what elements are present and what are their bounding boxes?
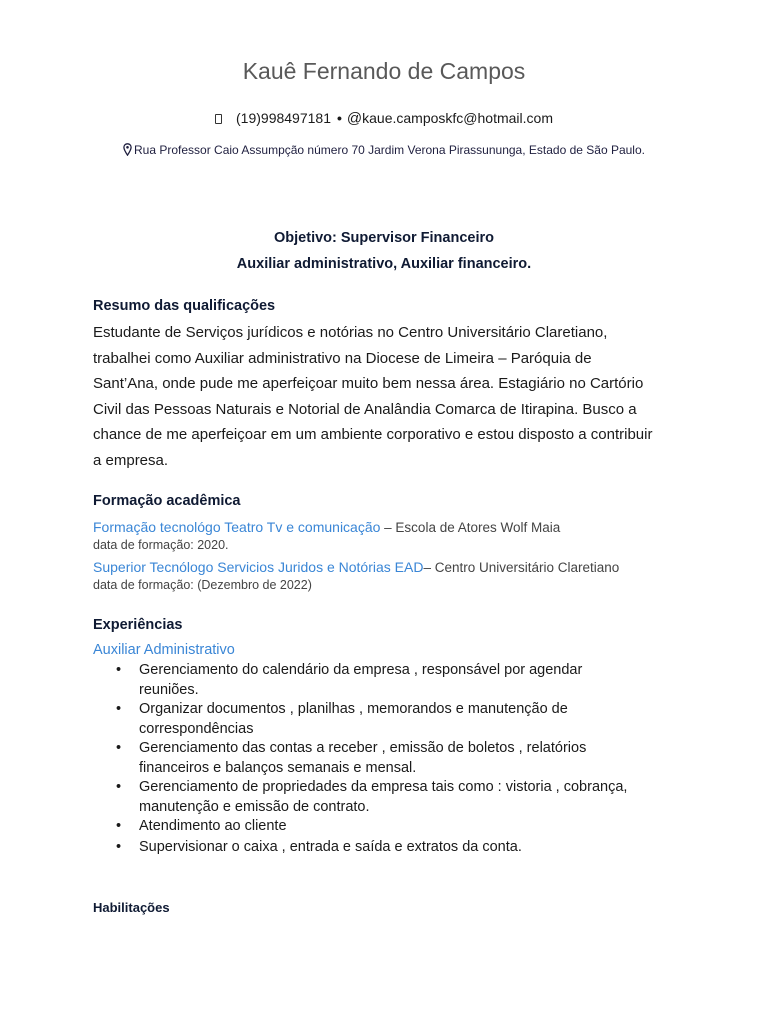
- objective-block: [0, 225, 768, 277]
- education-item: [93, 559, 619, 575]
- list-item-line: Gerenciamento das contas a receber , emissão de boletos , relatórios: [139, 740, 587, 756]
- email-address[interactable]: kaue.camposkfc@hotmail.com: [362, 110, 553, 126]
- education-date: data de formação: (Dezembro de 2022): [93, 578, 312, 592]
- habilitacoes-heading: Habilitações: [93, 900, 170, 915]
- candidate-name: Kauê Fernando de Campos: [242, 58, 526, 84]
- location-pin-icon: [123, 143, 132, 156]
- bullet-marker: •: [116, 838, 122, 855]
- list-item: [93, 778, 683, 817]
- experience-heading: Experiências: [93, 617, 183, 633]
- list-item: [93, 739, 683, 778]
- list-item-line: financeiros e balanços semanais e mensal.: [139, 759, 417, 776]
- address-text: Rua Professor Caio Assumpção número 70 Jardim Verona Pirassununga, Estado de São Paulo.: [134, 143, 645, 157]
- summary-line: Estudante de Serviços jurídicos e notórias no Centro Universitário Claretiano,: [93, 324, 608, 341]
- list-item: [93, 817, 683, 837]
- bullet-marker: •: [116, 818, 122, 834]
- list-item: [93, 661, 683, 700]
- education-date: data de formação: 2020.: [93, 538, 229, 552]
- experience-list: [93, 661, 683, 857]
- list-item-line: Supervisionar o caixa , entrada e saída e extratos da conta.: [139, 838, 522, 855]
- summary-line: trabalhei como Auxiliar administrativo na Diocese de Limeira – Paróquia de: [93, 349, 592, 367]
- list-item-line: correspondências: [139, 720, 254, 737]
- list-item: [93, 838, 683, 858]
- summary-line: chance de me aperfeiçoar em um ambiente corporativo e estou disposto a contribuir: [93, 426, 653, 443]
- email-at-icon: @: [346, 110, 363, 127]
- education-school: – Escola de Atores Wolf Maia: [380, 520, 561, 535]
- list-item-line: manutenção e emissão de contrato.: [139, 798, 370, 815]
- list-item-line: Gerenciamento de propriedades da empresa tais como : vistoria , cobrança,: [139, 779, 628, 795]
- summary-line: Civil das Pessoas Naturais e Notorial de Analândia Comarca de Itirapina. Busco a: [93, 400, 637, 418]
- bullet-marker: •: [116, 662, 122, 678]
- summary-heading: Resumo das qualificações: [93, 298, 276, 314]
- summary-line: a empresa.: [93, 451, 169, 469]
- bullet-marker: •: [116, 779, 122, 795]
- education-heading: Formação acadêmica: [93, 493, 241, 509]
- list-item: [93, 700, 683, 739]
- summary-line: Sant’Ana, onde pude me aperfeiçoar muito bem nessa área. Estagiário no Cartório: [93, 375, 644, 392]
- address-line: [0, 143, 768, 157]
- contact-line: [0, 110, 768, 127]
- phone-icon: [215, 114, 222, 124]
- education-school: – Centro Universitário Claretiano: [423, 560, 620, 575]
- objective-title: Objetivo: Supervisor Financeiro: [274, 230, 494, 246]
- bullet-marker: •: [116, 740, 122, 756]
- list-item-line: reuniões.: [139, 681, 199, 698]
- objective-roles: Auxiliar administrativo, Auxiliar financeiro.: [236, 256, 532, 272]
- list-item-line: Organizar documentos , planilhas , memorandos e manutenção de: [139, 701, 568, 717]
- contact-separator: •: [337, 110, 342, 126]
- job-title: Auxiliar Administrativo: [93, 642, 235, 658]
- education-course: Formação tecnológo Teatro Tv e comunicação: [93, 519, 381, 535]
- list-item-line: Gerenciamento do calendário da empresa , responsável por agendar: [139, 662, 583, 678]
- summary-text: [93, 320, 683, 473]
- education-course: Superior Tecnólogo Servicios Juridos e Notórias EAD: [93, 559, 424, 575]
- list-item-line: Atendimento ao cliente: [139, 818, 287, 834]
- education-item: [93, 519, 560, 535]
- bullet-marker: •: [116, 701, 122, 717]
- phone-number: (19)998497181: [236, 110, 331, 126]
